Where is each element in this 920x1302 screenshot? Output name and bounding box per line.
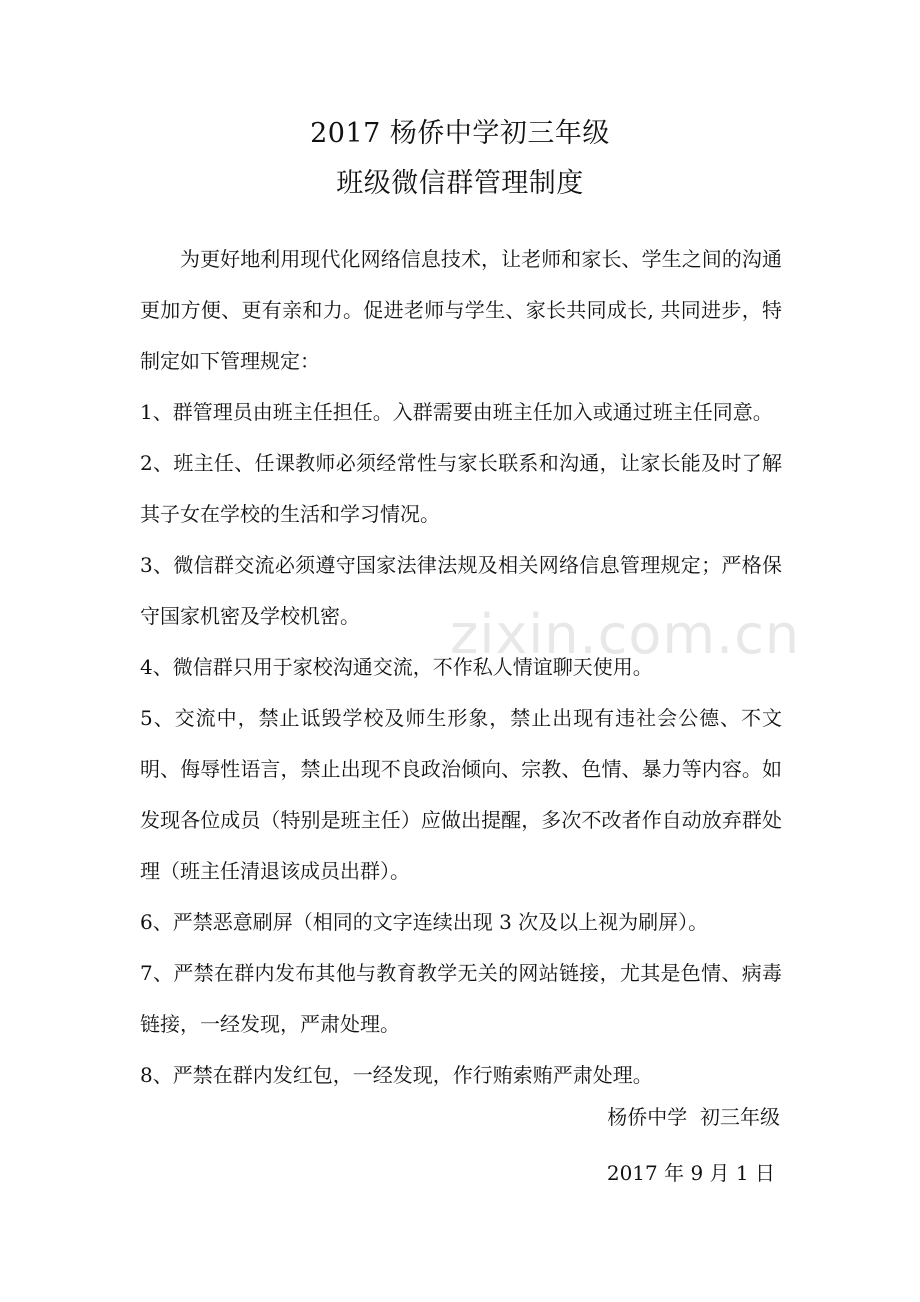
rule-8: 8、严禁在群内发红包，一经发现，作行贿索贿严肃处理。 (140, 1063, 653, 1087)
rule-4: 4、微信群只用于家校沟通交流，不作私人情谊聊天使用。 (140, 655, 653, 679)
rule-6: 6、严禁恶意刷屏（相同的文字连续出现 3 次及以上视为刷屏）。 (140, 910, 709, 934)
rule-7: 7、严禁在群内发布其他与教育教学无关的网站链接，尤其是色情、病毒链接，一经发现，严肃处理。 (140, 961, 782, 1036)
watermark: zixin.com.cn (450, 603, 801, 666)
signature-organization: 杨侨中学 初三年级 (607, 1105, 780, 1129)
document-body (140, 234, 782, 1101)
rule-2: 2、班主任、任课教师必须经常性与家长联系和沟通，让家长能及时了解其子女在学校的生活和学习情况。 (140, 451, 782, 526)
rule-5: 5、交流中，禁止诋毁学校及师生形象，禁止出现有违社会公德、不文明、侮辱性语言，禁止出现不良政治倾向、宗教、色情、暴力等内容。如发现各位成员（特别是班主任）应做出提醒，多次不改者作自动放弃群处理（班主任清退该成员出群）。 (140, 706, 782, 883)
rule-1: 1、群管理员由班主任担任。入群需要由班主任加入或通过班主任同意。 (140, 400, 773, 424)
document-title-line2: 班级微信群管理制度 (336, 168, 584, 199)
signature-date: 2017 年 9 月 1 日 (606, 1161, 775, 1185)
intro-paragraph: 为更好地利用现代化网络信息技术，让老师和家长、学生之间的沟通更加方便、更有亲和力。促进老师与学生、家长共同成长, 共同进步，特制定如下管理规定： (140, 247, 782, 373)
rule-3: 3、微信群交流必须遵守国家法律法规及相关网络信息管理规定；严格保守国家机密及学校机密。 (140, 553, 782, 628)
document-title-line1: 2017 杨侨中学初三年级 (310, 118, 610, 149)
